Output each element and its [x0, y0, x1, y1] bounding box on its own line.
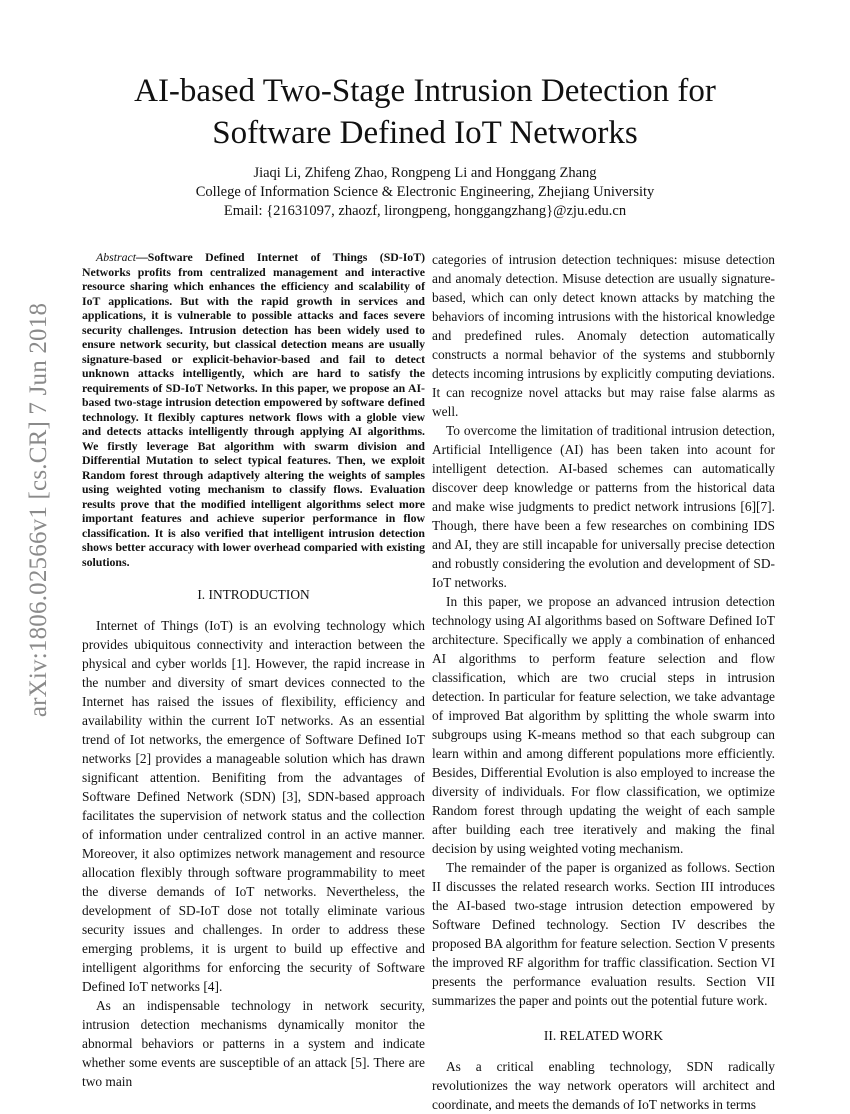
related-work-paragraph-1: As a critical enabling technology, SDN radically revolutionizes the way network operators will architect and coordinate, and meets the demands of IoT networks in terms	[432, 1059, 775, 1112]
arxiv-identifier	[24, 280, 54, 740]
abstract-text: —Software Defined Internet of Things (SD-IoT) Networks profits from centralized management and interactive resource sharing which enhances the efficiency and scalability of IoT applications. But with the rapid growth in services and applications, it is vulnerable to possible attacks and faces severe security challenges. Intrusion detection has been widely used to ensure network security, but classical detection means are usually signature-based or explicit-behavior-based and fail to detect unknown attacks intelligently, which are hard to satisfy the requirements of SD-IoT Networks. In this paper, we propose an AI-based two-stage intrusion detection empowered by software defined technology. It flexibly captures network flows with a globle view and detects attacks intelligently through applying AI algorithms. We firstly leverage Bat algorithm with swarm division and Differential Mutation to select typical features. Then, we exploit Random forest through adaptively altering the weights of samples using weighted voting mechanism to classify flows. Evaluation results prove that the modified intelligent algorithms select more important features and achieve superior performance in flow classification. It is also verified that intelligent intrusion detection shows better accuracy with lower overhead comparied with existing solutions.	[82, 250, 425, 569]
abstract	[82, 250, 425, 569]
author-email: Email: {21631097, zhaozf, lirongpeng, honggangzhang}@zju.edu.cn	[223, 203, 627, 219]
section-number: I.	[197, 587, 209, 602]
intro-paragraph-3: categories of intrusion detection techniques: misuse detection and anomaly detection. Misuse detection are usually signature-based, which can only detect known attacks by matching the behaviors of incoming intrusions with the historical knowledge and predefined rules. Anomaly detection automatically constructs a normal behavior of the systems and stubbornly detects incoming intrusions by explicitly computing deviations. It can recognize novel attacks but may raise false alarms as well.	[432, 252, 775, 419]
section-heading-initial: R	[559, 1028, 569, 1043]
section-heading-rest: NTRODUCTION	[212, 587, 310, 602]
intro-paragraph-4: To overcome the limitation of traditional intrusion detection, Artificial Intelligence (AI) has been taken into acount for intelligent detection. AI-based schemes can automatically discover deep knowledge or patterns from the historical data and make wise judgments to predict network intrusions [6][7]. Though, there have been a few researches on combining IDS and AI, they are still incapable for universally precise detection and robustly considering the evolution and development of SD-IoT networks.	[432, 423, 775, 590]
section-heading-related-work	[432, 1026, 775, 1045]
section-heading-initial: I	[208, 587, 213, 602]
author-affiliation: College of Information Science & Electronic Engineering, Zhejiang University	[195, 184, 655, 200]
left-column	[82, 250, 425, 1091]
intro-paragraph-1: Internet of Things (IoT) is an evolving technology which provides ubiquitous connectivity and interaction between the physical and cyber worlds [1]. However, the rapid increase in the number and diversity of smart devices connected to the Internet has raised the issues of flexibility, efficiency and availability within the current IoT networks. As an essential trend of Iot networks, the emergence of Software Defined IoT networks [2] provides a manageable solution which has drawn significant attention. Benifiting from the advantages of Software Defined Network (SDN) [3], SDN-based approach facilitates the supervision of network status and the collection of information under centralized control in an active manner. Moreover, it also optimizes network management and resource allocation flexibly through software programmability to meet the diverse demands of IoT networks. Nevertheless, the development of SD-IoT dose not totally eliminate various security issues and challenges. In order to address these emerging problems, it is urgent to build up effective and intelligent algorithms for enforcing the security of Software Defined IoT networks [4].	[82, 618, 425, 994]
intro-paragraph-6: The remainder of the paper is organized as follows. Section II discusses the related research works. Section III introduces the AI-based two-stage intrusion detection empowered by Software Defined technology. Section IV describes the proposed BA algorithm for feature selection. Section V presents the improved RF algorithm for traffic classification. Section VI presents the performance evaluation results. Section VII summarizes the paper and points out the potential future work.	[432, 860, 775, 1008]
intro-paragraph-2: As an indispensable technology in network security, intrusion detection mechanisms dynamically monitor the abnormal behaviors or patterns in a system and indicate whether some events are susceptible of an attack [5]. There are two main	[82, 998, 425, 1089]
paper-title-line-2: Software Defined IoT Networks	[212, 115, 638, 151]
paper-title-line-1: AI-based Two-Stage Intrusion Detection for	[134, 73, 716, 109]
section-number: II.	[543, 1028, 560, 1043]
section-heading-introduction	[82, 585, 425, 604]
arxiv-identifier-text: arXiv:1806.02566v1 [cs.CR] 7 Jun 2018	[25, 302, 53, 718]
author-block	[60, 164, 790, 221]
right-column	[432, 250, 775, 1114]
section-heading-rest: ELATED WORK	[568, 1028, 664, 1043]
abstract-label: Abstract	[96, 250, 136, 264]
intro-paragraph-5: In this paper, we propose an advanced intrusion detection technology using AI algorithms based on Software Defined IoT architecture. Specifically we apply a combination of enhanced AI algorithms to perform feature selection and flow classification, which are two crucial steps in intrusion detection. In particular for feature selection, we take advantage of improved Bat algorithm by splitting the whole swarm into subgroups using K-means method so that each subgroup can learn within and among different populations more efficiently. Besides, Differential Evolution is also employed to increase the diversity of individuals. For flow classification, we optimize Random forest through updating the weight of each sample after building each tree iteratively and making the final decision by using weighted voting mechanism.	[432, 594, 775, 856]
author-names: Jiaqi Li, Zhifeng Zhao, Rongpeng Li and Honggang Zhang	[253, 165, 597, 181]
paper-title	[60, 70, 790, 154]
